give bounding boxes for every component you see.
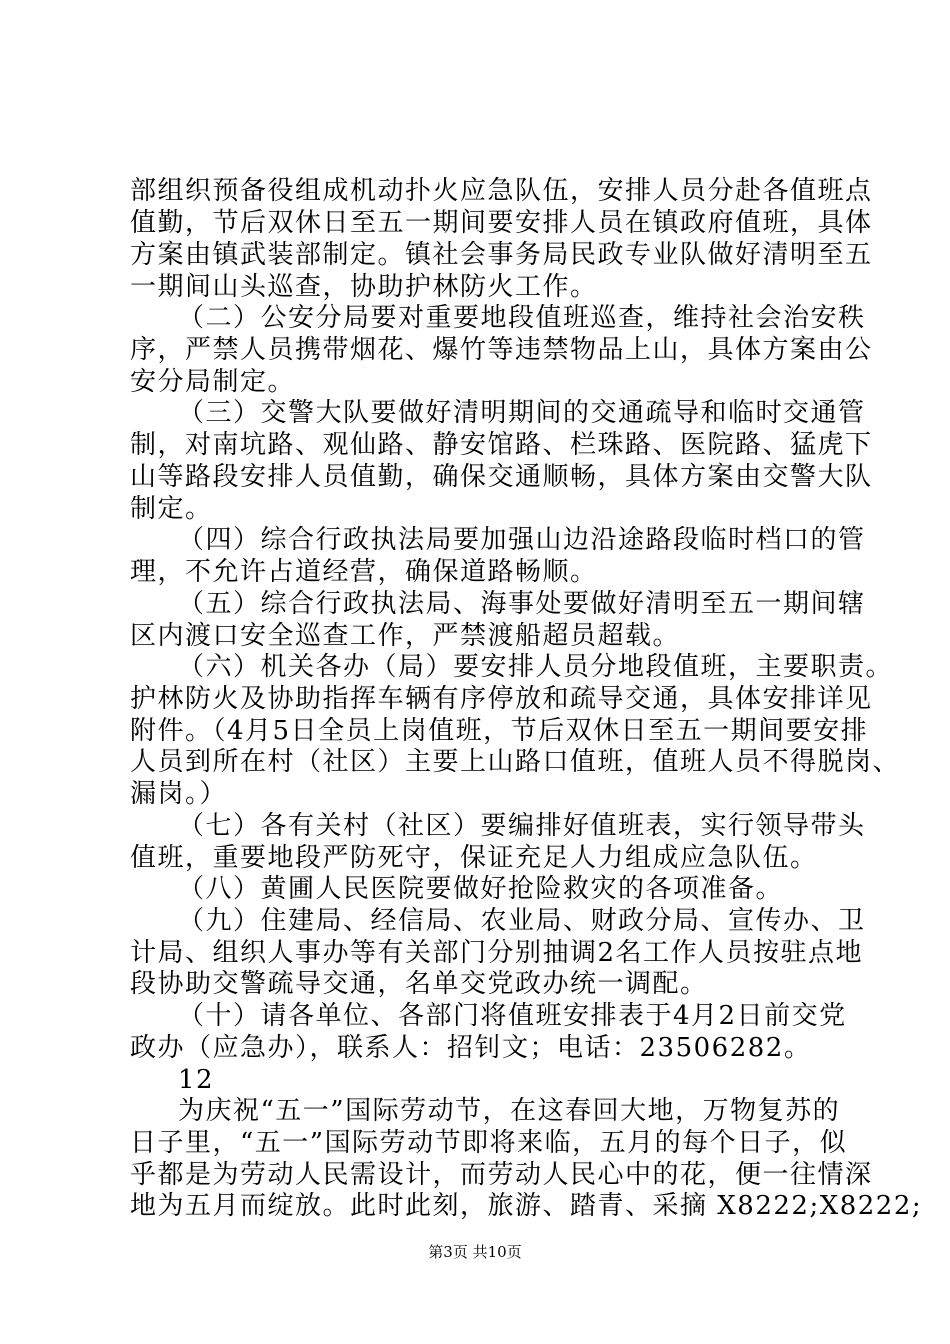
text-line: 附件。（4月5日全员上岗值班，节后双休日至五一期间要安排 — [130, 716, 869, 746]
text-line: 一期间山头巡查，协助护林防火工作。 — [130, 272, 598, 302]
text-line: （七）各有关村（社区）要编排好值班表，实行领导带头 — [178, 811, 866, 841]
text-line: 理，不允许占道经营，确保道路畅顺。 — [130, 557, 598, 587]
text-line: 12 — [178, 1065, 215, 1095]
text-line: 为庆祝“五一”国际劳动节，在这春回大地，万物复苏的 — [178, 1096, 841, 1126]
text-line: （二）公安分局要对重要地段值班巡查，维持社会治安秩 — [178, 303, 866, 333]
text-line: 政办（应急办），联系人：招钊文；电话：23506282。 — [130, 1033, 812, 1063]
text-line: 安分局制定。 — [130, 367, 296, 397]
text-line: 漏岗。） — [130, 779, 228, 809]
page-footer: 第3页 共10页 — [428, 1243, 522, 1261]
text-line: 区内渡口安全巡查工作，严禁渡船超员超载。 — [130, 621, 681, 651]
text-line: 山等路段安排人员值勤，确保交通顺畅，具体方案由交警大队 — [130, 462, 873, 492]
text-line: 地为五月而绽放。此时此刻，旅游、踏青、采摘 X8222;X8222; — [130, 1191, 923, 1221]
text-line: （十）请各单位、各部门将值班安排表于4月2日前交党 — [178, 1001, 847, 1031]
text-line: 值勤，节后双休日至五一期间要安排人员在镇政府值班，具体 — [130, 208, 873, 238]
text-line: （四）综合行政执法局要加强山边沿途路段临时档口的管 — [178, 525, 866, 555]
text-line: （九）住建局、经信局、农业局、财政分局、宣传办、卫 — [178, 906, 866, 936]
text-line: 制，对南坑路、观仙路、静安馆路、栏珠路、医院路、猛虎下 — [130, 430, 873, 460]
text-line: （六）机关各办（局）要安排人员分地段值班，主要职责。 — [178, 652, 894, 682]
text-line: 段协助交警疏导交通，名单交党政办统一调配。 — [130, 969, 708, 999]
text-line: 计局、组织人事办等有关部门分别抽调2名工作人员按驻点地 — [130, 938, 864, 968]
text-line: （三）交警大队要做好清明期间的交通疏导和临时交通管 — [178, 398, 866, 428]
text-line: 部组织预备役组成机动扑火应急队伍，安排人员分赴各值班点 — [130, 176, 873, 206]
text-line: （五）综合行政执法局、海事处要做好清明至五一期间辖 — [178, 589, 866, 619]
text-line: 制定。 — [130, 494, 213, 524]
text-line: 护林防火及协助指挥车辆有序停放和疏导交通，具体安排详见 — [130, 684, 873, 714]
text-line: （八）黄圃人民医院要做好抢险救灾的各项准备。 — [178, 874, 784, 904]
text-line: 值班，重要地段严防死守，保证充足人力组成应急队伍。 — [130, 843, 818, 873]
text-line: 序，严禁人员携带烟花、爆竹等违禁物品上山，具体方案由公 — [130, 335, 873, 365]
text-line: 方案由镇武装部制定。镇社会事务局民政专业队做好清明至五 — [130, 240, 873, 270]
text-line: 日子里，“五一”国际劳动节即将来临，五月的每个日子，似 — [130, 1128, 848, 1158]
text-line: 乎都是为劳动人民需设计，而劳动人民心中的花，便一往情深 — [130, 1160, 873, 1190]
text-line: 人员到所在村（社区）主要上山路口值班，值班人员不得脱岗、 — [130, 747, 901, 777]
